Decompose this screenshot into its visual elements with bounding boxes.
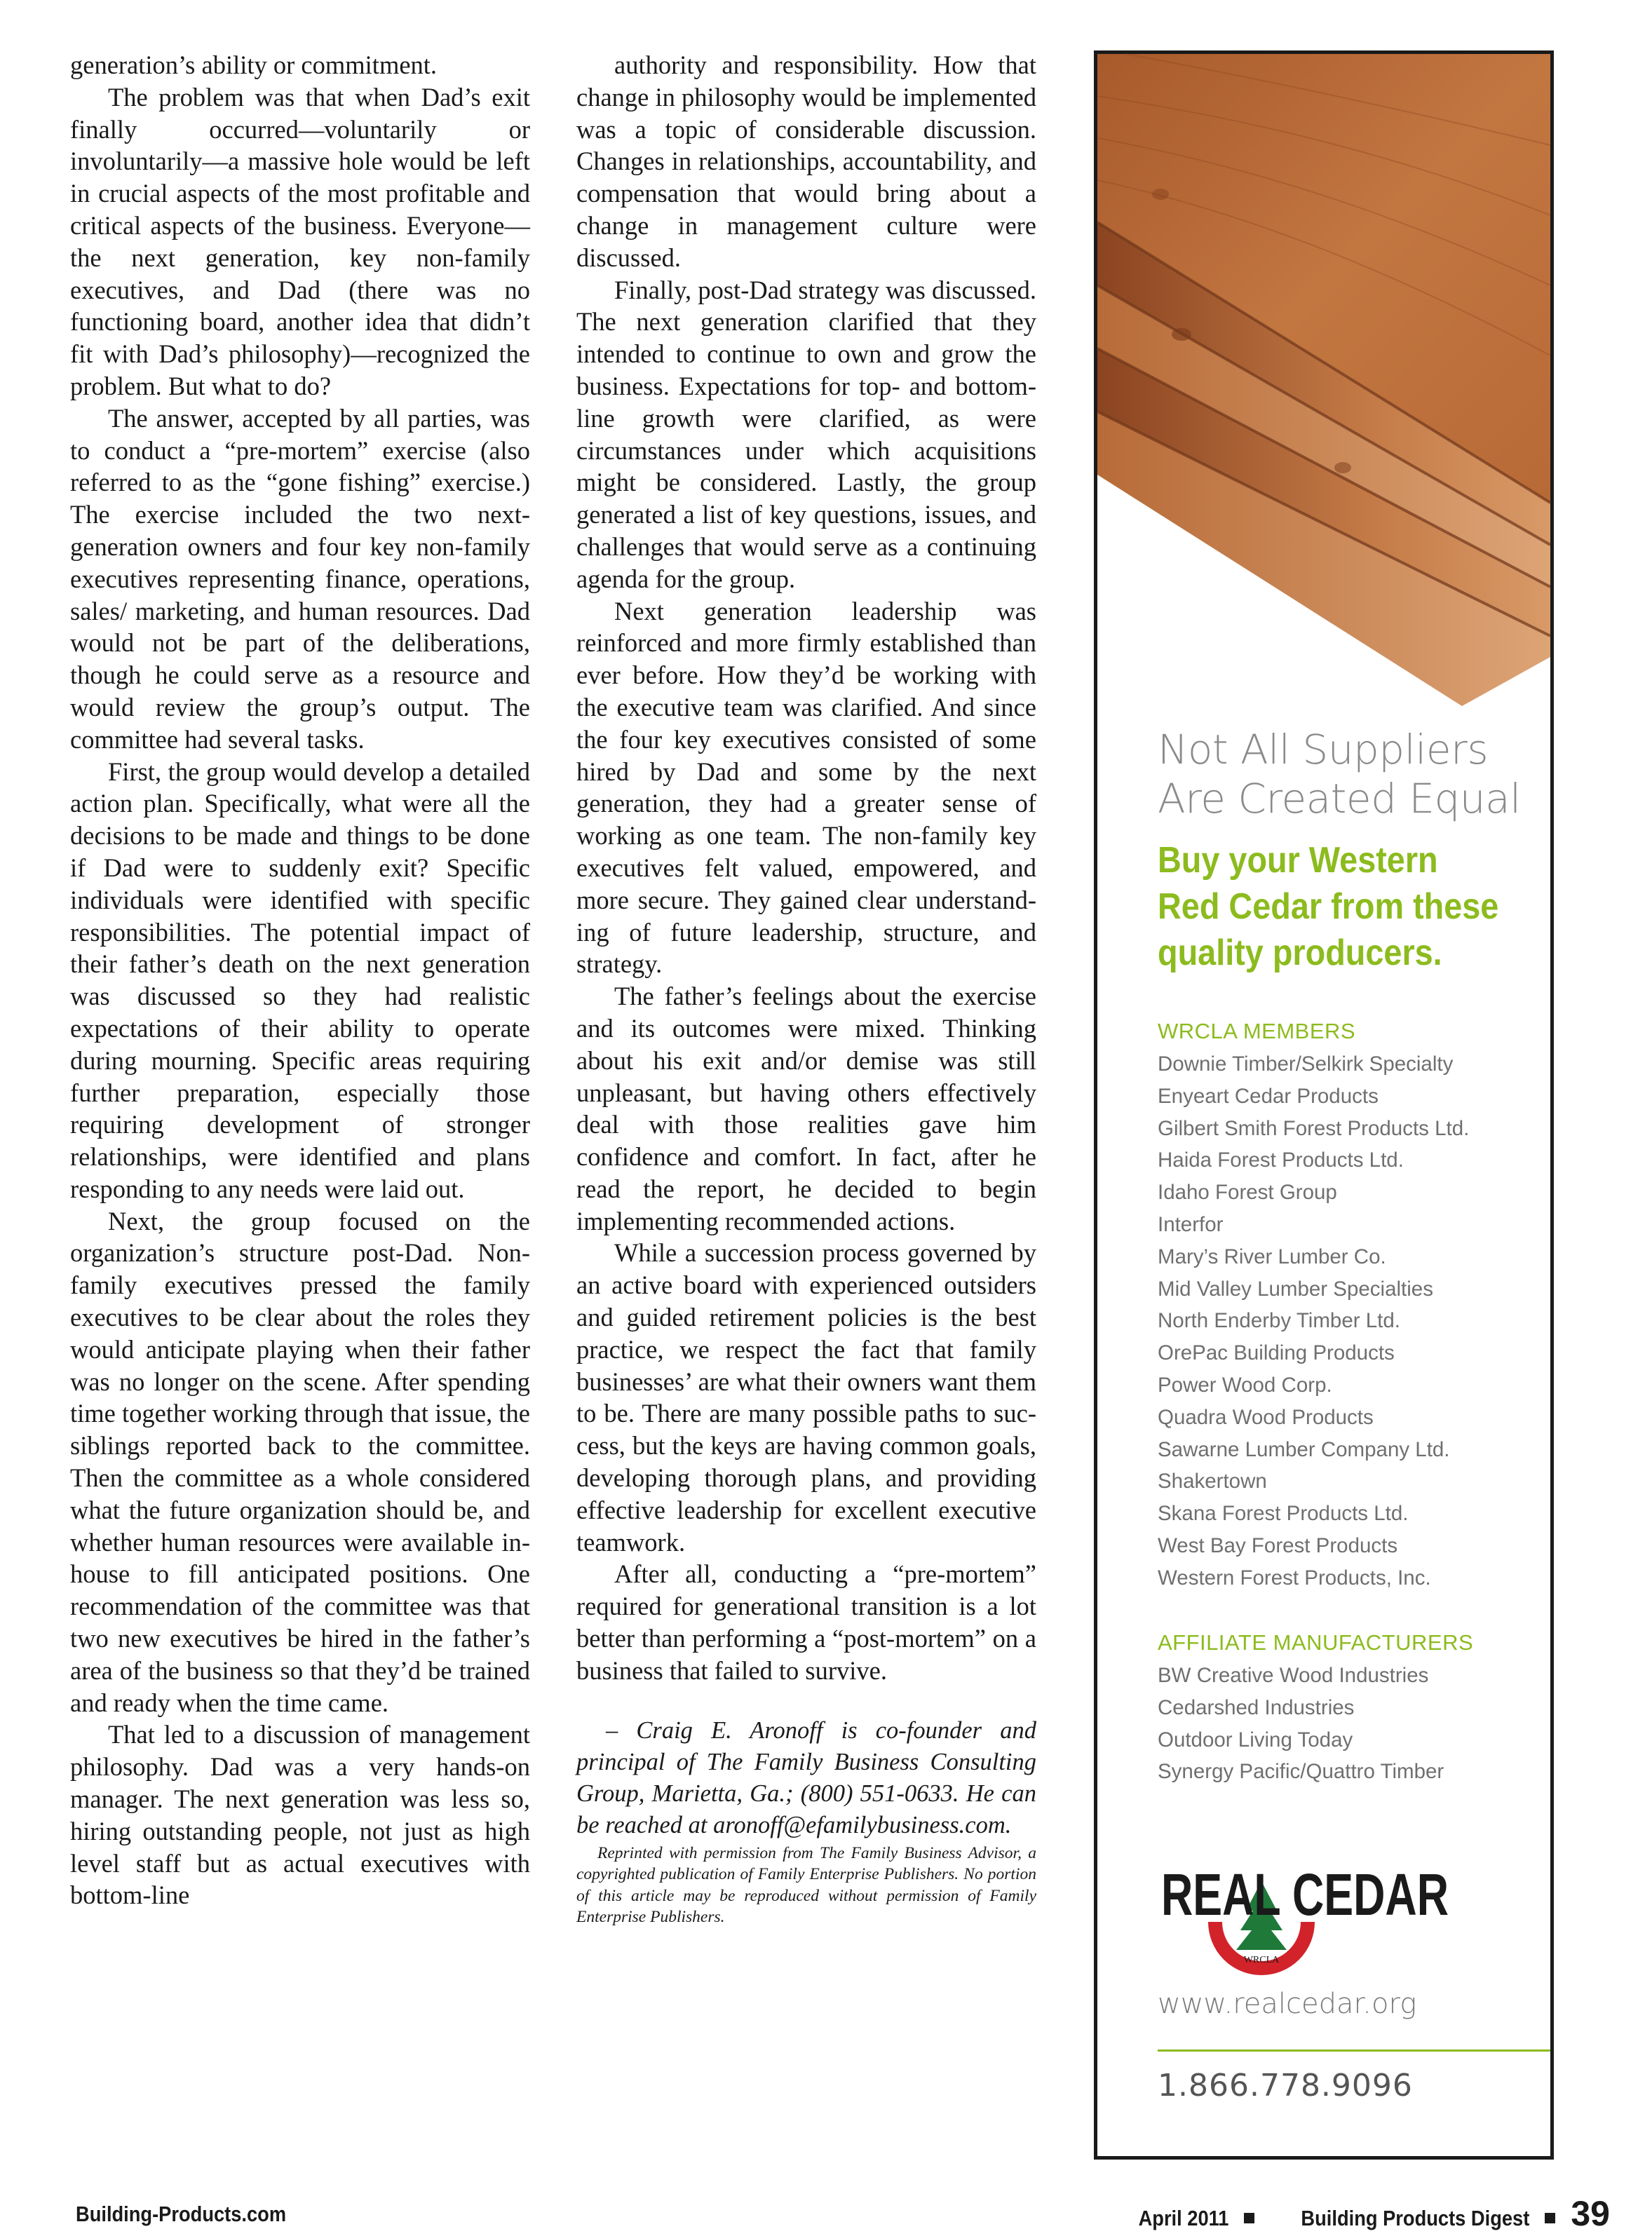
article-paragraph: Next generation leadership was reinforced and more firmly established than ever before. How they’d be working with the executive team was clarified. And since the four key executives consisted of some hired by Dad and some by the next generation, they had a greater sense of working as one team. The non-family key executives felt valued, empowered, and more secure. They gained clear understanding of future leadership, structure, and strategy. <box>576 596 1036 979</box>
article-paragraph: The answer, accepted by all parties, was to conduct a “pre-mortem” exercise (also referred to as the “gone fishing” exercise.) The exercise included the two next-generation owners and four key non-family executives representing finance, operations, sales/ marketing, and human resources. Dad would not be part of the deliberations, though he could serve as a resource and would review the group’s output. The committee had several tasks. <box>70 403 530 754</box>
footer-magazine: Building Products Digest <box>1301 2206 1530 2230</box>
article-paragraph: First, the group would develop a detailed action plan. Specifically, what were all the decisions to be made and things to be done if Dad were to suddenly exit? Specific individuals were identified with specific responsibilities. The potential impact of their father’s death on the next generation was discussed so they had realistic expectations of their ability to operate during mourning. Specific areas requiring further preparation, especially those requiring development of stronger relationships, were identified and plans responding to any needs were laid out. <box>70 757 530 1203</box>
square-bullet-icon <box>1545 2213 1555 2223</box>
list-item: Western Forest Products, Inc. <box>1158 1566 1431 1590</box>
ad-tagline-line-1: Buy your Western <box>1158 840 1438 881</box>
author-bio: – Craig E. Aronoff is co-founder and principal of The Family Business Consulting Group, Marietta, Ga.; (800) 551-0633. He can be reached at aronoff@efamilybusiness.com. <box>576 1716 1036 1838</box>
article-paragraph: authority and responsibility. How that change in philosophy would be implemented was a topic of considerable discussion. Changes in relationships, accountability, and compensation that would bring about a change in management culture were discussed. <box>576 50 1036 272</box>
article-column-1 <box>70 49 530 1911</box>
members-list <box>1158 1048 1469 1594</box>
list-item: Shakertown <box>1158 1470 1267 1493</box>
list-item: Enyeart Cedar Products <box>1158 1084 1379 1108</box>
list-item: OrePac Building Products <box>1158 1341 1395 1365</box>
list-item: Idaho Forest Group <box>1158 1181 1337 1205</box>
cedar-boards-photo <box>1097 54 1550 713</box>
list-item: North Enderby Timber Ltd. <box>1158 1309 1400 1333</box>
list-item: Skana Forest Products Ltd. <box>1158 1502 1409 1526</box>
members-heading: WRCLA MEMBERS <box>1158 1019 1356 1043</box>
ad-phone: 1.866.778.9096 <box>1158 2068 1413 2103</box>
ad-website[interactable]: www.realcedar.org <box>1158 1988 1417 2020</box>
article-paragraph: The problem was that when Dad’s exit finally occurred—voluntarily or involuntarily—a massive hole would be left in crucial aspects of the most profitable and critical aspects of the business. Everyone—the next generation, key non-family executives, and Dad (there was no functioning board, another idea that didn’t fit with Dad’s philosophy)—recognized the problem. But what to do? <box>70 82 530 400</box>
article-paragraph: Finally, post-Dad strategy was discussed. The next generation clarified that they intended to continue to own and grow the business. Expectations for top- and bottom-line growth were clarified, as were circumstances under which acquisitions might be considered. Lastly, the group generated a list of key questions, issues, and challenges that would serve as a continuing agenda for the group. <box>576 275 1036 593</box>
list-item: BW Creative Wood Industries <box>1158 1664 1429 1687</box>
ad-headline-line-2: Are Created Equal <box>1158 775 1521 822</box>
logo-sub: WRCLA <box>1243 1955 1280 1965</box>
list-item: Mid Valley Lumber Specialties <box>1158 1277 1433 1301</box>
ad-divider <box>1158 2049 1550 2052</box>
list-item: Synergy Pacific/Quattro Timber <box>1158 1760 1444 1784</box>
list-item: Gilbert Smith Forest Products Ltd. <box>1158 1116 1470 1140</box>
list-item: West Bay Forest Products <box>1158 1533 1398 1557</box>
list-item: Haida Forest Products Ltd. <box>1158 1149 1404 1172</box>
article-paragraph: generation’s ability or commitment. <box>70 50 438 79</box>
footer-date: April 2011 <box>1138 2206 1229 2230</box>
article-paragraph: That led to a discussion of management philosophy. Dad was a very hands-on manager. The next generation was less so, hiring outstanding people, not just as high level staff but as actual executives with bottom-line <box>70 1720 530 1910</box>
list-item: Cedarshed Industries <box>1158 1695 1355 1719</box>
list-item: Interfor <box>1158 1212 1224 1236</box>
logo-wordmark: REAL CEDAR <box>1161 1862 1449 1927</box>
list-item: Outdoor Living Today <box>1158 1728 1353 1751</box>
affiliates-list <box>1158 1660 1444 1788</box>
page-number: 39 <box>1571 2194 1610 2233</box>
footer-folio <box>1126 2193 1610 2234</box>
article-paragraph: The father’s feelings about the exercise and its outcomes were mixed. Thinking about his exit and/or demise was still unpleasant, but having others effectively deal with those realities gave him confidence and comfort. In fact, after he read the report, he decided to begin implementing recommended actions. <box>576 982 1036 1235</box>
article-column-2 <box>576 49 1036 1928</box>
list-item: Power Wood Corp. <box>1158 1373 1332 1397</box>
list-item: Sawarne Lumber Company Ltd. <box>1158 1437 1450 1461</box>
ad-tagline-line-2: Red Cedar from these <box>1158 886 1499 927</box>
article-paragraph: Next, the group focused on the organization’s structure post-Dad. Non-family executives pressed the family executives to be clear about the roles they would anticipate playing when their father was no longer on the scene. After spending time together working through that issue, the siblings reported back to the committee. Then the committee as a whole considered what the future organization should be, and whether human resources were available in-house to fill anticipated positions. One recommendation of the committee was that two new executives be hired in the father’s area of the business so that they’d be trained and ready when the time came. <box>70 1206 530 1717</box>
ad-headline-line-1: Not All Suppliers <box>1158 726 1489 773</box>
list-item: Downie Timber/Selkirk Specialty <box>1158 1052 1454 1076</box>
article-paragraph: After all, conducting a “pre-mortem” required for generational transition is a lot better than performing a “post-mortem” on a business that failed to survive. <box>576 1559 1036 1685</box>
realcedar-logo <box>1158 1860 1452 1993</box>
article-paragraph: While a succession process governed by an active board with experienced outsiders and guided retirement policies is the best practice, we respect the fact that family businesses’ are what their owners want them to be. There are many possible paths to success, but the keys are having common goals, developing thorough plans, and providing effective leadership for excellent executive teamwork. <box>576 1238 1036 1557</box>
square-bullet-icon <box>1244 2213 1254 2223</box>
reprint-note: Reprinted with permission from The Family Business Advisor, a copyrighted publication of Family Enterprise Publishers. No portion of this article may be reproduced without permission of Family Enterprise Publishers. <box>576 1843 1036 1927</box>
affiliates-heading: AFFILIATE MANUFACTURERS <box>1158 1630 1474 1655</box>
footer-website: Building-Products.com <box>76 2202 287 2226</box>
realcedar-advertisement <box>1094 50 1554 2160</box>
ad-tagline-line-3: quality producers. <box>1158 933 1442 973</box>
list-item: Mary’s River Lumber Co. <box>1158 1245 1386 1268</box>
list-item: Quadra Wood Products <box>1158 1405 1374 1429</box>
